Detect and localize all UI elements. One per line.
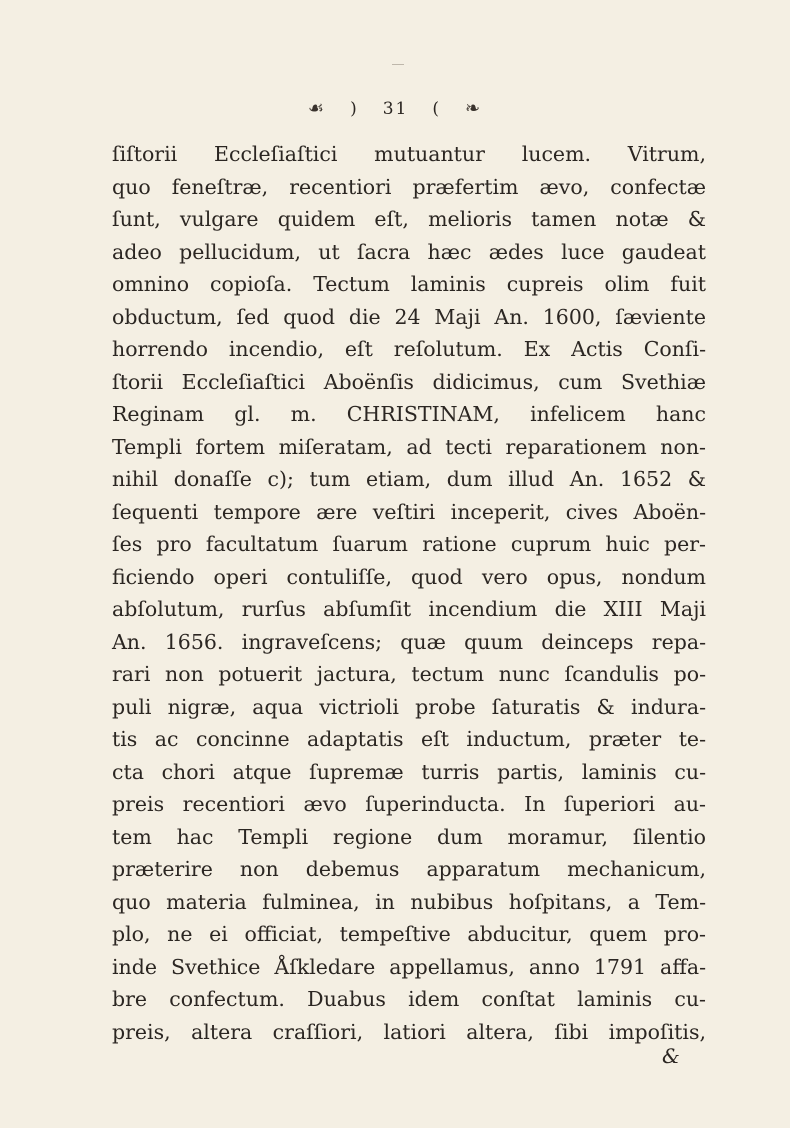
text-line: abſolutum, rurſus abſumſit incendium die XIII Maji — [112, 597, 706, 621]
text-line: quo feneſtræ, recentiori præfertim ævo, confectæ — [112, 174, 706, 199]
text-line: horrendo incendio, eſt reſolutum. Ex Actis Conſi- — [112, 337, 706, 361]
text-line: quo materia fulminea, in nubibus hoſpitans, a Tem- — [112, 889, 706, 914]
text-line: inde Svethice Åſkledare appellamus, anno 1791 affa- — [112, 954, 706, 979]
page-number: 31 — [382, 99, 409, 119]
left-bracket: ) — [350, 99, 359, 119]
text-line: plo, ne ei officiat, tempeſtive abducitur, quem pro- — [112, 922, 706, 946]
text-line: nihil donaſſe c); tum etiam, dum illud An. 1652 & — [112, 467, 706, 491]
left-ornament-icon: ☙ — [307, 98, 327, 119]
text-line: præterire non debemus apparatum mechanicum, — [112, 857, 706, 881]
text-line: cta chori atque ſupremæ turris partis, laminis cu- — [112, 759, 706, 784]
text-line: adeo pellucidum, ut ſacra hæc ædes luce gaudeat — [112, 239, 706, 264]
text-line: preis recentiori ævo ſuperinducta. In ſuperiori au- — [112, 792, 706, 816]
text-line: Reginam gl. m. CHRISTINAM, infelicem hanc — [112, 402, 706, 426]
running-head — [0, 98, 790, 119]
right-bracket: ( — [432, 99, 441, 119]
text-line: omnino copioſa. Tectum laminis cupreis olim fuit — [112, 272, 706, 296]
text-line: tis ac concinne adaptatis eſt inductum, præter te- — [112, 727, 706, 751]
text-line: bre confectum. Duabus idem conſtat laminis cu- — [112, 987, 706, 1011]
body-text — [112, 138, 706, 1048]
text-line: An. 1656. ingraveſcens; quæ quum deinceps repa- — [112, 629, 706, 654]
text-line: ſes pro facultatum ſuarum ratione cuprum huic per- — [112, 532, 706, 556]
text-line: obductum, ſed quod die 24 Maji An. 1600, ſæviente — [112, 304, 706, 329]
text-line: rari non potuerit jactura, tectum nunc ſcandulis po- — [112, 662, 706, 686]
text-line: ficiendo operi contuliſſe, quod vero opus, nondum — [112, 564, 706, 589]
catchword: & — [662, 1044, 680, 1068]
text-line: tem hac Templi regione dum moramur, ſilentio — [112, 824, 706, 849]
right-ornament-icon: ❧ — [464, 98, 483, 119]
text-line: ſequenti tempore ære veſtiri inceperit, cives Aboën- — [112, 499, 706, 524]
text-line: puli nigræ, aqua victrioli probe ſaturatis & indura- — [112, 694, 706, 719]
text-line: preis, altera craſſiori, latiori altera, ſibi impoſitis, — [112, 1019, 706, 1044]
text-line: ſunt, vulgare quidem eſt, melioris tamen notæ & — [112, 207, 706, 231]
page-blemish — [392, 64, 404, 71]
text-line: ſiſtorii Eccleſiaſtici mutuantur lucem. Vitrum, — [112, 142, 706, 166]
text-line: ſtorii Eccleſiaſtici Aboënſis didicimus, cum Svethiæ — [112, 369, 706, 394]
text-line: Templi fortem miſeratam, ad tecti reparationem non- — [112, 434, 706, 459]
